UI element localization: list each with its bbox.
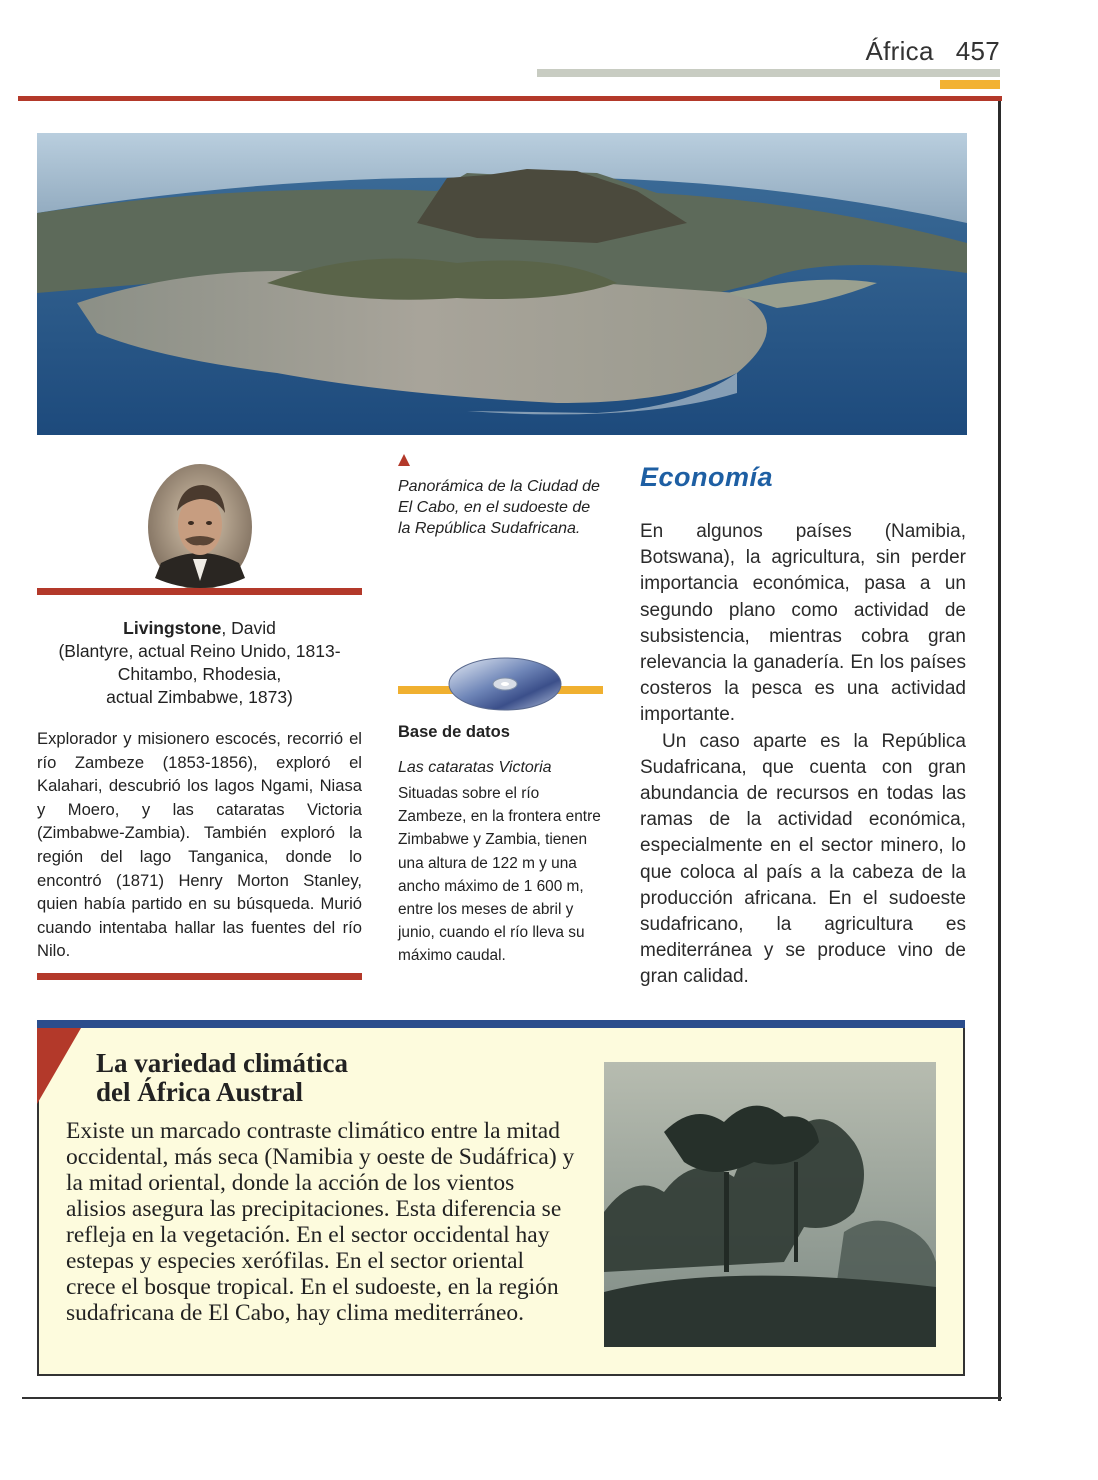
section-title: África (865, 36, 934, 66)
livingstone-bottom-rule (37, 973, 362, 980)
livingstone-top-rule (37, 588, 362, 595)
economy-heading: Economía (640, 462, 774, 492)
caption-arrow-icon (398, 453, 410, 471)
misty-forest-photo (604, 1062, 936, 1347)
page-number: 457 (955, 36, 1000, 66)
frame-right-rule (998, 101, 1001, 1401)
livingstone-portrait (147, 463, 253, 591)
header-gray-bar (537, 69, 1000, 77)
economy-paragraph-1: En algunos países (Namibia, Botswana), la agricultura, sin perder importancia económica, pasa a un segundo plano como actividad de subsistencia, mientras cobra gran relevancia la ganadería. En los países costeros la pesca es una actividad importante. (640, 521, 966, 726)
climate-box-top-bar (37, 1020, 965, 1028)
cape-town-panorama-photo (37, 133, 967, 435)
header-yellow-tab (940, 80, 1000, 89)
economy-body (640, 519, 966, 991)
cd-disc-icon (446, 654, 564, 719)
livingstone-biography: Explorador y misionero escocés, recorrió el río Zambeze (1853-1856), exploró el Kalahari, descubrió los lagos Ngami, Niasa y Moero, y las cataratas Victoria (Zimbabwe-Zambia). También exploró la región del lago Tanganica, donde lo encontró (1871) Henry Morton Stanley, quien había partido en su búsqueda. Murió cuando intentaba hallar las fuentes del río Nilo. (37, 729, 362, 961)
livingstone-bio-line3: actual Zimbabwe, 1873) (106, 687, 293, 707)
livingstone-name: Livingstone (123, 618, 222, 638)
livingstone-bio-line2: Chitambo, Rhodesia, (117, 664, 282, 684)
panorama-caption: Panorámica de la Ciudad de El Cabo, en el sudoeste de la República Sudafricana. (398, 478, 600, 537)
livingstone-bio-line1: (Blantyre, actual Reino Unido, 1813- (58, 641, 341, 661)
climate-box-title (96, 1049, 348, 1107)
climate-title-line2: del África Austral (96, 1077, 303, 1107)
livingstone-given-name: , David (221, 618, 276, 638)
climate-box-body: Existe un marcado contraste climático entre la mitad occidental, más seca (Namibia y oeste de Sudáfrica) y la mitad oriental, donde la acción de los vientos alisios asegura las precipitaciones. Esta diferencia se refleja en la vegetación. En el sector occidental hay estepas y especies xerófilas. En el sector oriental crece el bosque tropical. En el sudoeste, en la región sudafricana de El Cabo, hay clima mediterráneo. (66, 1118, 575, 1326)
database-title: Base de datos (398, 723, 510, 741)
database-body: Situadas sobre el río Zambeze, en la frontera entre Zimbabwe y Zambia, tienen una altura de 122 m y una ancho máximo de 1 600 m, entre los meses de abril y junio, cuando el río lleva su máximo caudal. (398, 785, 601, 965)
economy-paragraph-2: Un caso aparte es la República Sudafricana, que cuenta con gran abundancia de recursos en todas las ramas de la actividad económica, especialmente en el sector minero, lo que coloca al país a la cabeza de la producción africana. En el sudoeste sudafricano, la agricultura es mediterránea y se produce vino de gran calidad. (640, 730, 966, 988)
frame-bottom-rule (22, 1397, 1002, 1399)
running-head (865, 36, 1000, 67)
database-subtitle: Las cataratas Victoria (398, 759, 552, 776)
climate-title-line1: La variedad climática (96, 1048, 348, 1078)
livingstone-caption (37, 617, 362, 709)
frame-top-rule (18, 96, 1002, 101)
climate-box-corner-triangle (37, 1028, 81, 1109)
